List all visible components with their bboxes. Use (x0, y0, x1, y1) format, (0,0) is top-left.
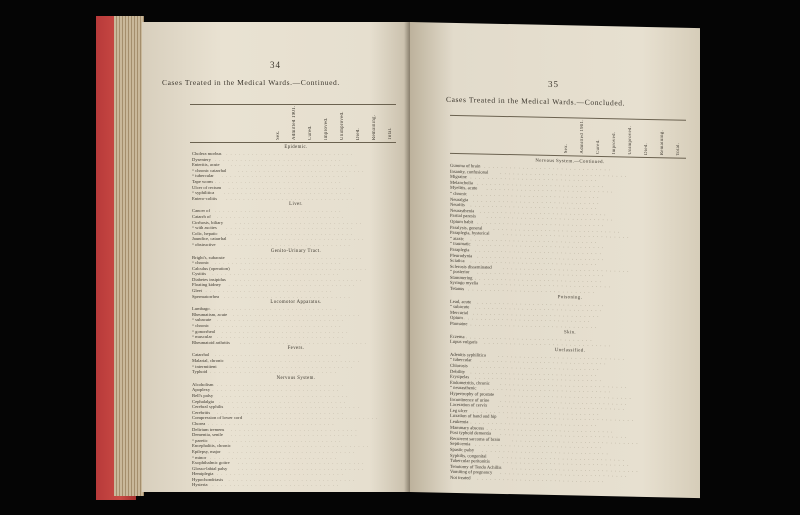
disease-label: Pleurodynia (450, 252, 473, 258)
leader-dots: . . . . . . . . . . . . . . . . . . . . . . . . . . . . . . (207, 420, 335, 426)
disease-label: “ subacute (450, 304, 470, 310)
leader-dots: . . . . . . . . . . . . . . . . . . . . . . . . . . . . . . (500, 470, 628, 478)
leader-dots: . . . . . . . . . . . . . . . . . . . . . . . . . . . . . . (477, 219, 605, 228)
disease-label: “ neurasthenic (450, 385, 477, 391)
column-header (590, 120, 606, 154)
leader-dots: . . . . . . . . . . . . . . . . . . . . . . . . . . . . . . (205, 288, 333, 294)
column-header-label: Improved. (611, 131, 617, 155)
leader-dots: . . . . . . . . . . . . . . . . . . . . . . . . . . . . . . (228, 476, 356, 482)
leader-dots: . . . . . . . . . . . . . . . . . . . . . . . . . . . . . . (486, 213, 614, 222)
disease-label: Cancer of (192, 208, 210, 214)
disease-label: Paraplegia (450, 246, 470, 253)
disease-label: Spermatorrhea (192, 293, 220, 299)
leader-dots: . . . . . . . . . . . . . . . . . . . . . . . . . . . . . . (472, 408, 600, 416)
disease-label: Sciatica (450, 257, 465, 264)
leader-dots: . . . . . . . . . . . . . . . . . . . . . . . . . . . . . . (493, 225, 621, 233)
leader-dots: . . . . . . . . . . . . . . . . . . . . . . . . . . . . . . (226, 225, 353, 231)
left-page (142, 22, 410, 492)
column-header-label: Remaining. (659, 129, 665, 156)
leader-dots: . . . . . . . . . . . . . . . . . . . . . . . . . . . . . . (511, 436, 639, 445)
disease-label: Alcoholism (192, 381, 214, 387)
disease-label: Enteritis, acute (192, 162, 220, 168)
leader-dots: . . . . . . . . . . . . . . . . . . . . . . . . . . . . . . (217, 409, 344, 415)
section-heading: Epidemic. (284, 145, 308, 150)
disease-label: Mercurial (450, 309, 469, 316)
section-heading: Skin. (564, 329, 576, 336)
leader-dots: . . . . . . . . . . . . . . . . . . . . . . . . . . . . . . (210, 306, 337, 312)
leader-dots: . . . . . . . . . . . . . . . . . . . . . . . . . . . . . . (233, 358, 360, 363)
disease-label: “ with ascites (192, 225, 217, 231)
leader-dots: . . . . . . . . . . . . . . . . . . . . . . . . . . . . . . (502, 264, 630, 273)
leader-dots: . . . . . . . . . . . . . . . . . . . . . . . . . . . . . . (477, 180, 605, 188)
leader-dots: . . . . . . . . . . . . . . . . . . . . . . . . . . . . . . (477, 269, 605, 278)
disease-label: Mammary abscess (450, 424, 485, 431)
leader-dots: . . . . . . . . . . . . . . . . . . . . . . . . . . . . . . (237, 236, 365, 242)
column-header (670, 121, 686, 155)
disease-label: Dysentery (192, 156, 211, 162)
leader-dots: . . . . . . . . . . . . . . . . . . . . . . . . . . . . . . (477, 299, 605, 307)
page-number: 35 (548, 78, 559, 90)
leader-dots: . . . . . . . . . . . . . . . . . . . . . . . . . . . . . . (212, 482, 340, 488)
leader-dots: . . . . . . . . . . . . . . . . . . . . . . . . . . . . . . (217, 471, 344, 477)
table-body (192, 144, 400, 488)
leader-dots: . . . . . . . . . . . . . . . . . . . . . . . . . . . . . . (214, 178, 342, 184)
column-header-label: Admitted 1901. (291, 105, 297, 140)
disease-label: Floating kidney (192, 282, 221, 288)
leader-dots: . . . . . . . . . . . . . . . . . . . . . . . . . . . . . . (472, 310, 600, 318)
disease-label: “ paretic (192, 437, 208, 443)
leader-dots: . . . . . . . . . . . . . . . . . . . . . . . . . . . . . . (472, 363, 600, 371)
disease-label: Vomiting of pregnancy (450, 469, 493, 476)
leader-dots: . . . . . . . . . . . . . . . . . . . . . . . . . . . . . . (475, 247, 602, 255)
disease-label: “ intermittent (192, 363, 217, 369)
disease-label: Apoplexy (192, 387, 211, 393)
column-header (606, 120, 622, 154)
open-book (96, 10, 702, 500)
leader-dots: . . . . . . . . . . . . . . . . . . . . . . . . . . . . . . (235, 254, 363, 260)
leader-dots: . . . . . . . . . . . . . . . . . . . . . . . . . . . . . . (237, 460, 365, 466)
disease-label: Cirrhosis, biliary (192, 219, 224, 225)
column-header (622, 120, 638, 154)
leader-dots: . . . . . . . . . . . . . . . . . . . . . . . . . . . . . . (223, 241, 351, 247)
leader-dots: . . . . . . . . . . . . . . . . . . . . . . . . . . . . . . (500, 169, 628, 178)
leader-dots: . . . . . . . . . . . . . . . . . . . . . . . . . . . . . . (230, 162, 358, 168)
page-block-edge (114, 16, 144, 496)
disease-label: Migraine (450, 174, 467, 180)
leader-dots: . . . . . . . . . . . . . . . . . . . . . . . . . . . . . . (223, 190, 351, 196)
leader-dots: . . . . . . . . . . . . . . . . . . . . . . . . . . . . . . (468, 286, 595, 294)
leader-dots: . . . . . . . . . . . . . . . . . . . . . . . . . . . . . . (217, 334, 344, 340)
disease-label: Ulcer of rectum (192, 184, 222, 190)
disease-label: Leukemia (450, 418, 469, 425)
disease-label: Bell's palsy (192, 392, 214, 398)
section-heading: Liver. (289, 202, 303, 208)
table-header-rule (190, 142, 396, 143)
disease-label: Lead, acute (450, 298, 472, 304)
disease-label: Ptomaine (450, 320, 468, 327)
disease-label: Sclerosis disseminated (450, 263, 492, 270)
leader-dots: . . . . . . . . . . . . . . . . . . . . . . . . . . . . . . (217, 213, 344, 219)
disease-label: Dementia, senile (192, 432, 223, 438)
leader-dots: . . . . . . . . . . . . . . . . . . . . . . . . . . . . . . (470, 174, 598, 183)
leader-dots: . . . . . . . . . . . . . . . . . . . . . . . . . . . . . . (486, 425, 614, 433)
leader-dots: . . . . . . . . . . . . . . . . . . . . . . . . . . . . . . (242, 443, 370, 449)
right-page (410, 22, 700, 498)
disease-label: Epilepsy, major (192, 448, 221, 454)
column-header (270, 106, 286, 140)
disease-label: Cystitis (192, 271, 207, 277)
leader-dots: . . . . . . . . . . . . . . . . . . . . . . . . . . . . . . (226, 230, 353, 236)
leader-dots: . . . . . . . . . . . . . . . . . . . . . . . . . . . . . . (230, 432, 358, 438)
section-heading: Poisoning. (557, 294, 583, 301)
column-header (334, 106, 350, 140)
leader-dots: . . . . . . . . . . . . . . . . . . . . . . . . . . . . . . (214, 260, 342, 266)
disease-label: Diabetes insipidus (192, 276, 226, 282)
disease-label: Syphilis, congenital (450, 452, 487, 459)
leader-dots: . . . . . . . . . . . . . . . . . . . . . . . . . . . . . . (475, 441, 602, 450)
leader-dots: . . . . . . . . . . . . . . . . . . . . . . . . . . . . . . (477, 241, 605, 250)
leader-dots: . . . . . . . . . . . . . . . . . . . . . . . . . . . . . . (221, 392, 349, 398)
disease-label: “ tubercular (192, 173, 214, 179)
leader-dots: . . . . . . . . . . . . . . . . . . . . . . . . . . . . . . (235, 219, 363, 225)
disease-label: Catarrh of (192, 213, 211, 219)
leader-dots: . . . . . . . . . . . . . . . . . . . . . . . . . . . . . . (223, 293, 351, 299)
leader-dots: . . . . . . . . . . . . . . . . . . . . . . . . . . . . . . (500, 397, 628, 406)
disease-label: Cerebral syphilis (192, 404, 224, 410)
column-header-label: Unimproved. (339, 111, 345, 140)
disease-label: Exophthalmic goitre (192, 460, 230, 466)
leader-dots: . . . . . . . . . . . . . . . . . . . . . . . . . . . . . . (484, 339, 611, 348)
column-header (286, 106, 302, 140)
disease-label: Paralysis, general (450, 224, 483, 231)
disease-label: “ obstructive (192, 241, 216, 247)
disease-label: Incontinence of urine (450, 396, 490, 403)
leader-dots: . . . . . . . . . . . . . . . . . . . . . . . . . . . . . . (230, 426, 358, 432)
leader-dots: . . . . . . . . . . . . . . . . . . . . . . . . . . . . . . (221, 173, 349, 179)
page-number: 34 (270, 60, 281, 70)
leader-dots: . . . . . . . . . . . . . . . . . . . . . . . . . . . . . . (214, 352, 342, 358)
leader-dots: . . . . . . . . . . . . . . . . . . . . . . . . . . . . . . (470, 419, 598, 427)
disease-label: “ posterior (450, 269, 470, 275)
disease-label: “ tubercular (450, 357, 472, 363)
disease-label: Tenotomy of Tendo Achillis (450, 463, 502, 470)
disease-label: Syringo myelia (450, 280, 479, 286)
disease-label: Endometritis, chronic (450, 379, 490, 386)
disease-label: Cholera morbus (192, 151, 222, 156)
disease-label: Lupus vulgaris (450, 339, 478, 345)
disease-label: Malarial, chronic (192, 358, 224, 363)
disease-label: Calculus (operation) (192, 265, 230, 271)
disease-label: Typhoid (192, 369, 208, 375)
leader-dots: . . . . . . . . . . . . . . . . . . . . . . . . . . . . . . (500, 431, 628, 439)
section-heading: Locomotor Apparatus. (270, 300, 322, 306)
column-header-label: Improved. (323, 117, 329, 140)
disease-label: Entero-colitis (192, 195, 218, 201)
column-header (558, 119, 574, 153)
disease-label: Luxation of hand and hip (450, 413, 497, 420)
leader-dots: . . . . . . . . . . . . . . . . . . . . . . . . . . . . . . (475, 304, 602, 313)
column-header-label: Sex. (563, 143, 569, 154)
disease-label: Encephalitis, chronic (192, 443, 231, 449)
disease-label: Eczema (450, 333, 465, 339)
disease-label: Gumma of brain (450, 162, 481, 169)
leader-dots: . . . . . . . . . . . . . . . . . . . . . . . . . . . . . . (214, 323, 342, 329)
disease-label: Leg ulcer (450, 407, 468, 413)
leader-dots: . . . . . . . . . . . . . . . . . . . . . . . . . . . . . . (251, 415, 379, 421)
leader-dots: . . . . . . . . . . . . . . . . . . . . . . . . . . . . . . (498, 352, 625, 361)
leader-dots: . . . . . . . . . . . . . . . . . . . . . . . . . . . . . . (479, 357, 607, 366)
leader-dots: . . . . . . . . . . . . . . . . . . . . . . . . . . . . . . (226, 363, 353, 369)
column-header-label: Died. (643, 142, 649, 155)
leader-dots: . . . . . . . . . . . . . . . . . . . . . . . . . . . . . . (210, 369, 337, 375)
disease-label: Chorea (192, 420, 206, 426)
column-header-label: Sex. (275, 130, 281, 140)
leader-dots: . . . . . . . . . . . . . . . . . . . . . . . . . . . . . . (498, 402, 625, 411)
column-header (366, 106, 382, 140)
leader-dots: . . . . . . . . . . . . . . . . . . . . . . . . . . . . . . (470, 321, 598, 329)
leader-dots: . . . . . . . . . . . . . . . . . . . . . . . . . . . . . . (470, 235, 598, 244)
disease-label: Rheumatism, acute (192, 311, 228, 317)
leader-dots: . . . . . . . . . . . . . . . . . . . . . . . . . . . . . . (481, 447, 609, 456)
leader-dots: . . . . . . . . . . . . . . . . . . . . . . . . . . . . . . (470, 368, 598, 377)
leader-dots: . . . . . . . . . . . . . . . . . . . . . . . . . . . . . . (477, 252, 605, 261)
leader-dots: . . . . . . . . . . . . . . . . . . . . . . . . . . . . . . (463, 315, 591, 324)
leader-dots: . . . . . . . . . . . . . . . . . . . . . . . . . . . . . . (210, 454, 337, 460)
leader-dots: . . . . . . . . . . . . . . . . . . . . . . . . . . . . . . (500, 380, 628, 389)
disease-label: Hysteria (192, 482, 208, 488)
disease-label: Melancholia (450, 179, 473, 186)
column-header (318, 106, 334, 140)
disease-label: “ chronic (450, 190, 467, 197)
disease-label: Neurasthenia (450, 207, 475, 214)
leader-dots: . . . . . . . . . . . . . . . . . . . . . . . . . . . . . . (228, 184, 356, 190)
disease-label: “ subacute (192, 317, 212, 323)
disease-label: Opium (450, 315, 463, 321)
column-header (654, 121, 670, 155)
disease-label: “ ataxic (450, 235, 465, 241)
leader-dots: . . . . . . . . . . . . . . . . . . . . . . . . . . . . . . (235, 276, 363, 282)
disease-label: “ chronic (192, 323, 209, 329)
leader-dots: . . . . . . . . . . . . . . . . . . . . . . . . . . . . . . (470, 258, 598, 267)
column-header-label: Total. (675, 142, 681, 156)
leader-dots: . . . . . . . . . . . . . . . . . . . . . . . . . . . . . . (214, 208, 342, 214)
leader-dots: . . . . . . . . . . . . . . . . . . . . . . . . . . . . . . (212, 387, 340, 393)
disease-label: Septicemia (450, 441, 471, 447)
leader-dots: . . . . . . . . . . . . . . . . . . . . . . . . . . . . . . (226, 195, 353, 201)
table-body (450, 156, 690, 485)
leader-dots: . . . . . . . . . . . . . . . . . . . . . . . . . . . . . . (477, 475, 605, 483)
leader-dots: . . . . . . . . . . . . . . . . . . . . . . . . . . . . . . (217, 381, 344, 387)
disease-label: Bright's, subacute (192, 254, 225, 260)
disease-label: Hemiplegia (192, 471, 214, 477)
disease-label: Gleet (192, 288, 202, 294)
disease-label: Catarrhal (192, 352, 210, 358)
leader-dots: . . . . . . . . . . . . . . . . . . . . . . . . . . . . . . (240, 339, 367, 345)
column-header (350, 106, 366, 140)
disease-label: Rheumatoid arthritis (192, 339, 230, 345)
leader-dots: . . . . . . . . . . . . . . . . . . . . . . . . . . . . . . (484, 163, 611, 172)
leader-dots: . . . . . . . . . . . . . . . . . . . . . . . . . . . . . . (228, 282, 356, 288)
disease-label: Not treated (450, 474, 471, 481)
section-heading: Unclassified. (554, 347, 586, 354)
disease-label: Recurrent sarcoma of brain (450, 435, 501, 442)
leader-dots: . . . . . . . . . . . . . . . . . . . . . . . . . . . . . . (472, 196, 600, 205)
leader-dots: . . . . . . . . . . . . . . . . . . . . . . . . . . . . . . (479, 208, 607, 216)
disease-label: “ chronic catarrhal (192, 167, 227, 173)
disease-label: Myelitis, acute (450, 185, 478, 191)
disease-label: “ syphilitica (192, 190, 215, 196)
column-header-label: Cured. (307, 125, 313, 140)
column-headers (558, 119, 686, 156)
column-header-label: Cured. (595, 139, 601, 154)
section-heading: Nervous System.—Continued. (535, 158, 605, 166)
leader-dots: . . . . . . . . . . . . . . . . . . . . . . . . . . . . . . (498, 453, 625, 461)
disease-label: Tetanus (450, 285, 465, 292)
disease-label: “ chronic (192, 260, 209, 266)
section-heading: Nervous System. (276, 375, 316, 381)
disease-label: “ muscular (192, 334, 213, 340)
disease-label: Neuritis (450, 201, 465, 208)
leader-dots: . . . . . . . . . . . . . . . . . . . . . . . . . . . . . . (475, 275, 602, 283)
leader-dots: . . . . . . . . . . . . . . . . . . . . . . . . . . . . . . (226, 151, 353, 156)
leader-dots: . . . . . . . . . . . . . . . . . . . . . . . . . . . . . . (502, 231, 630, 239)
disease-label: “ minor (192, 454, 207, 460)
disease-label: Lumbago (192, 306, 210, 312)
leader-dots: . . . . . . . . . . . . . . . . . . . . . . . . . . . . . . (475, 374, 602, 383)
leader-dots: . . . . . . . . . . . . . . . . . . . . . . . . . . . . . . (465, 333, 593, 342)
leader-dots: . . . . . . . . . . . . . . . . . . . . . . . . . . . . . . (484, 281, 611, 289)
column-header-label: Unimproved. (627, 125, 633, 155)
disease-label: Compression of lower cord (192, 415, 243, 421)
disease-label: Cephalalgia (192, 398, 214, 404)
leader-dots: . . . . . . . . . . . . . . . . . . . . . . . . . . . . . . (214, 437, 342, 443)
disease-label: “ gonorrheal (192, 328, 216, 334)
disease-label: Tubercular peritonitis (450, 457, 490, 464)
leader-dots: . . . . . . . . . . . . . . . . . . . . . . . . . . . . . . (219, 398, 347, 404)
leader-dots: . . . . . . . . . . . . . . . . . . . . . . . . . . . . . . (511, 464, 639, 473)
leader-dots: . . . . . . . . . . . . . . . . . . . . . . . . . . . . . . (507, 414, 634, 423)
disease-label: Tape worm (192, 178, 213, 184)
disease-label: Neuralgia (450, 196, 469, 202)
disease-label: Jaundice, catarrhal (192, 236, 227, 242)
leader-dots: . . . . . . . . . . . . . . . . . . . . . . . . . . . . . . (228, 448, 356, 454)
disease-label: Post typhoid dementia (450, 429, 492, 436)
column-header-label: Admitted 1901. (579, 119, 585, 154)
leader-dots: . . . . . . . . . . . . . . . . . . . . . . . . . . . . . . (217, 317, 344, 323)
leader-dots: . . . . . . . . . . . . . . . . . . . . . . . . . . . . . . (212, 271, 340, 277)
disease-label: Erysipelas (450, 374, 470, 380)
disease-label: Spastic palsy (450, 446, 475, 453)
leader-dots: . . . . . . . . . . . . . . . . . . . . . . . . . . . . . . (504, 391, 632, 400)
disease-label: “ traumatic (450, 241, 471, 247)
leader-dots: . . . . . . . . . . . . . . . . . . . . . . . . . . . . . . (470, 202, 598, 211)
table-row (192, 482, 400, 488)
disease-label: Partial paresis (450, 213, 476, 219)
disease-label: Paraplegia, hysterical (450, 229, 490, 236)
leader-dots: . . . . . . . . . . . . . . . . . . . . . . . . . . . . . . (237, 167, 365, 173)
disease-label: Colic, hepatic (192, 230, 218, 236)
section-heading: Genito-Urinary Tract. (270, 248, 322, 254)
table-top-rule (190, 104, 396, 105)
column-header-label: Total. (387, 127, 393, 140)
disease-label: Hypertrophy of prostate (450, 390, 495, 397)
leader-dots: . . . . . . . . . . . . . . . . . . . . . . . . . . . . . . (221, 328, 349, 334)
column-header (302, 106, 318, 140)
column-headers (270, 106, 398, 140)
disease-label: Adenitis syphilitica (450, 351, 486, 358)
leader-dots: . . . . . . . . . . . . . . . . . . . . . . . . . . . . . . (233, 311, 360, 317)
disease-label: Insanity, confusional (450, 168, 489, 175)
page-title: Cases Treated in the Medical Wards.—Continued. (162, 78, 340, 87)
section-heading: Fevers. (287, 346, 305, 352)
disease-label: Glosso-labial palsy (192, 465, 228, 471)
disease-label: Debility (450, 368, 466, 374)
leader-dots: . . . . . . . . . . . . . . . . . . . . . . . . . . . . . . (502, 459, 630, 467)
leader-dots: . . . . . . . . . . . . . . . . . . . . . . . . . . . . . . (233, 404, 360, 410)
leader-dots: . . . . . . . . . . . . . . . . . . . . . . . . . . . . . . (472, 191, 600, 199)
leader-dots: . . . . . . . . . . . . . . . . . . . . . . . . . . . . . . (486, 185, 614, 194)
column-header-label: Died. (355, 127, 361, 140)
disease-label: Laceration of cervix (450, 401, 488, 408)
column-header (382, 106, 398, 140)
disease-label: Delirium tremens (192, 426, 225, 432)
disease-label: Chlorosis (450, 362, 468, 369)
leader-dots: . . . . . . . . . . . . . . . . . . . . . . . . . . . . . . (240, 265, 367, 271)
disease-label: Stammering (450, 274, 473, 281)
leader-dots: . . . . . . . . . . . . . . . . . . . . . . . . . . . . . . (237, 465, 365, 471)
leader-dots: . . . . . . . . . . . . . . . . . . . . . . . . . . . . . . (214, 156, 342, 162)
disease-label: Hypochondriasis (192, 476, 224, 482)
column-header-label: Remaining. (371, 114, 377, 140)
disease-label: Cerebritis (192, 409, 211, 415)
column-header (638, 121, 654, 155)
disease-label: Opium habit (450, 218, 474, 225)
leader-dots: . . . . . . . . . . . . . . . . . . . . . . . . . . . . . . (484, 385, 611, 394)
page-title: Cases Treated in the Medical Wards.—Concluded. (446, 94, 626, 108)
column-header (574, 119, 590, 153)
